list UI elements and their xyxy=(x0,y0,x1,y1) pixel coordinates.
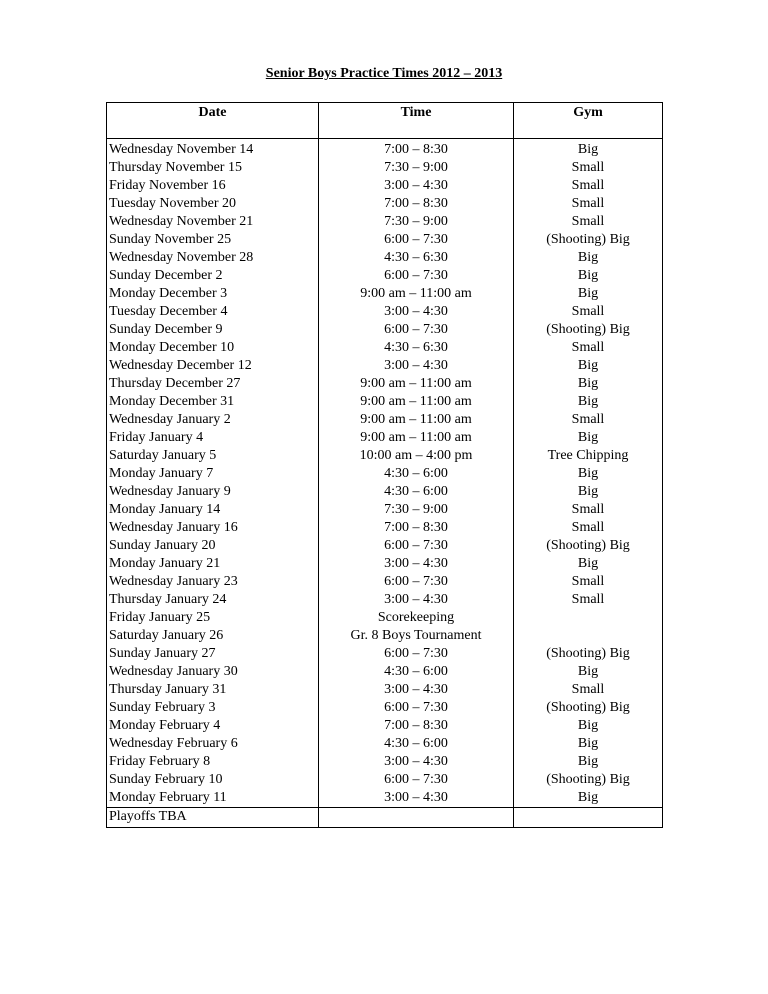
date-cell: Wednesday November 28 xyxy=(109,250,254,265)
time-cell: 7:00 – 8:30 xyxy=(384,520,448,535)
time-cell: 9:00 am – 11:00 am xyxy=(360,286,472,301)
time-cell: 9:00 am – 11:00 am xyxy=(360,412,472,427)
schedule-table xyxy=(106,102,663,828)
date-cell: Monday December 10 xyxy=(109,340,235,355)
date-cell: Monday December 3 xyxy=(109,286,228,301)
time-cell: 6:00 – 7:30 xyxy=(384,700,448,715)
date-cell: Sunday February 3 xyxy=(109,700,216,715)
date-cell: Friday January 25 xyxy=(109,610,211,625)
gym-cell: Small xyxy=(571,682,605,697)
date-cell: Sunday January 20 xyxy=(109,538,216,553)
date-cell: Sunday January 27 xyxy=(109,646,216,661)
gym-cell: Small xyxy=(571,412,605,427)
gym-cell: Small xyxy=(571,502,605,517)
date-cell: Wednesday January 2 xyxy=(109,412,231,427)
time-cell: 6:00 – 7:30 xyxy=(384,268,448,283)
time-cell: 7:30 – 9:00 xyxy=(384,160,448,175)
gym-cell: Small xyxy=(571,592,605,607)
gym-cell: Big xyxy=(577,430,599,445)
date-cell: Wednesday February 6 xyxy=(109,736,238,751)
gym-column xyxy=(514,139,662,807)
date-cell: Monday January 21 xyxy=(109,556,221,571)
time-cell: 7:30 – 9:00 xyxy=(384,214,448,229)
time-cell: 3:00 – 4:30 xyxy=(384,754,448,769)
date-cell: Tuesday November 20 xyxy=(109,196,237,211)
date-cell: Saturday January 5 xyxy=(109,448,217,463)
date-cell: Tuesday December 4 xyxy=(109,304,228,319)
gym-cell: Big xyxy=(577,268,599,283)
header-date: Date xyxy=(107,103,319,138)
date-cell: Wednesday November 14 xyxy=(109,142,254,157)
date-cell: Thursday November 15 xyxy=(109,160,242,175)
time-cell: Scorekeeping xyxy=(377,610,455,625)
time-cell: 4:30 – 6:00 xyxy=(384,664,448,679)
time-cell: 3:00 – 4:30 xyxy=(384,304,448,319)
gym-cell: Small xyxy=(571,340,605,355)
date-cell: Wednesday January 9 xyxy=(109,484,231,499)
gym-cell: (Shooting) Big xyxy=(546,646,630,661)
date-cell: Monday January 7 xyxy=(109,466,214,481)
gym-cell: Small xyxy=(571,178,605,193)
date-cell: Sunday December 2 xyxy=(109,268,223,283)
header-gym: Gym xyxy=(573,105,603,120)
gym-cell: Big xyxy=(577,790,599,805)
time-cell: 9:00 am – 11:00 am xyxy=(360,430,472,445)
table-header-row xyxy=(107,103,662,139)
footer-time-cell xyxy=(319,808,514,827)
time-cell: 7:00 – 8:30 xyxy=(384,718,448,733)
date-cell: Wednesday November 21 xyxy=(109,214,254,229)
date-cell: Thursday December 27 xyxy=(109,376,241,391)
time-cell: 9:00 am – 11:00 am xyxy=(360,394,472,409)
gym-cell: (Shooting) Big xyxy=(546,538,630,553)
gym-cell: (Shooting) Big xyxy=(546,322,630,337)
date-cell: Monday February 4 xyxy=(109,718,221,733)
gym-cell: (Shooting) Big xyxy=(546,700,630,715)
date-cell: Sunday February 10 xyxy=(109,772,223,787)
date-cell: Saturday January 26 xyxy=(109,628,224,643)
date-cell: Thursday January 31 xyxy=(109,682,227,697)
gym-cell: Big xyxy=(577,376,599,391)
gym-cell: Small xyxy=(571,214,605,229)
gym-cell xyxy=(514,627,662,645)
date-cell: Friday January 4 xyxy=(109,430,204,445)
time-cell: 10:00 am – 4:00 pm xyxy=(359,448,473,463)
time-column xyxy=(319,139,514,807)
gym-cell: Big xyxy=(577,394,599,409)
date-cell: Monday December 31 xyxy=(109,394,235,409)
gym-cell: Big xyxy=(577,466,599,481)
time-cell: Gr. 8 Boys Tournament xyxy=(350,628,482,643)
time-cell: 4:30 – 6:00 xyxy=(384,736,448,751)
date-cell: Friday November 16 xyxy=(109,178,226,193)
table-footer-row xyxy=(107,807,662,827)
time-cell: 7:30 – 9:00 xyxy=(384,502,448,517)
footer-date-cell: Playoffs TBA xyxy=(107,808,319,827)
time-cell: 3:00 – 4:30 xyxy=(384,682,448,697)
time-cell: 6:00 – 7:30 xyxy=(384,322,448,337)
table-body xyxy=(107,139,662,807)
date-cell: Wednesday January 30 xyxy=(109,664,238,679)
time-cell: 7:00 – 8:30 xyxy=(384,196,448,211)
gym-cell: Small xyxy=(571,160,605,175)
date-cell: Friday February 8 xyxy=(109,754,211,769)
date-cell: Wednesday December 12 xyxy=(109,358,252,373)
date-cell: Wednesday January 23 xyxy=(109,574,238,589)
date-column xyxy=(107,139,319,807)
page-title: Senior Boys Practice Times 2012 – 2013 xyxy=(265,66,503,81)
gym-cell: Big xyxy=(577,286,599,301)
time-cell: 9:00 am – 11:00 am xyxy=(360,376,472,391)
gym-cell: Small xyxy=(571,520,605,535)
gym-cell xyxy=(514,609,662,627)
time-cell: 4:30 – 6:30 xyxy=(384,250,448,265)
time-cell: 3:00 – 4:30 xyxy=(384,790,448,805)
gym-cell: Big xyxy=(577,250,599,265)
gym-cell: Small xyxy=(571,196,605,211)
gym-cell: (Shooting) Big xyxy=(546,232,630,247)
time-cell: 3:00 – 4:30 xyxy=(384,358,448,373)
gym-cell: Big xyxy=(577,718,599,733)
time-cell: 6:00 – 7:30 xyxy=(384,574,448,589)
gym-cell: Big xyxy=(577,664,599,679)
gym-cell: (Shooting) Big xyxy=(546,772,630,787)
gym-cell: Big xyxy=(577,754,599,769)
footer-gym-cell xyxy=(514,808,662,827)
time-cell: 6:00 – 7:30 xyxy=(384,232,448,247)
gym-cell: Big xyxy=(577,736,599,751)
date-cell: Monday February 11 xyxy=(109,790,227,805)
time-cell: 6:00 – 7:30 xyxy=(384,772,448,787)
time-cell: 3:00 – 4:30 xyxy=(384,592,448,607)
gym-cell: Big xyxy=(577,484,599,499)
gym-cell: Tree Chipping xyxy=(547,448,629,463)
date-cell: Sunday December 9 xyxy=(109,322,223,337)
time-cell: 7:00 – 8:30 xyxy=(384,142,448,157)
time-cell: 4:30 – 6:30 xyxy=(384,340,448,355)
time-cell: 4:30 – 6:00 xyxy=(384,466,448,481)
date-cell: Thursday January 24 xyxy=(109,592,227,607)
gym-cell: Big xyxy=(577,556,599,571)
time-cell: 4:30 – 6:00 xyxy=(384,484,448,499)
gym-cell: Small xyxy=(571,574,605,589)
date-cell: Wednesday January 16 xyxy=(109,520,238,535)
time-cell: 6:00 – 7:30 xyxy=(384,646,448,661)
date-cell: Sunday November 25 xyxy=(109,232,232,247)
time-cell: 6:00 – 7:30 xyxy=(384,538,448,553)
gym-cell: Small xyxy=(571,304,605,319)
header-time: Time xyxy=(319,103,514,138)
time-cell: 3:00 – 4:30 xyxy=(384,556,448,571)
time-cell: 3:00 – 4:30 xyxy=(384,178,448,193)
gym-cell: Big xyxy=(577,358,599,373)
date-cell: Monday January 14 xyxy=(109,502,221,517)
gym-cell: Big xyxy=(577,142,599,157)
